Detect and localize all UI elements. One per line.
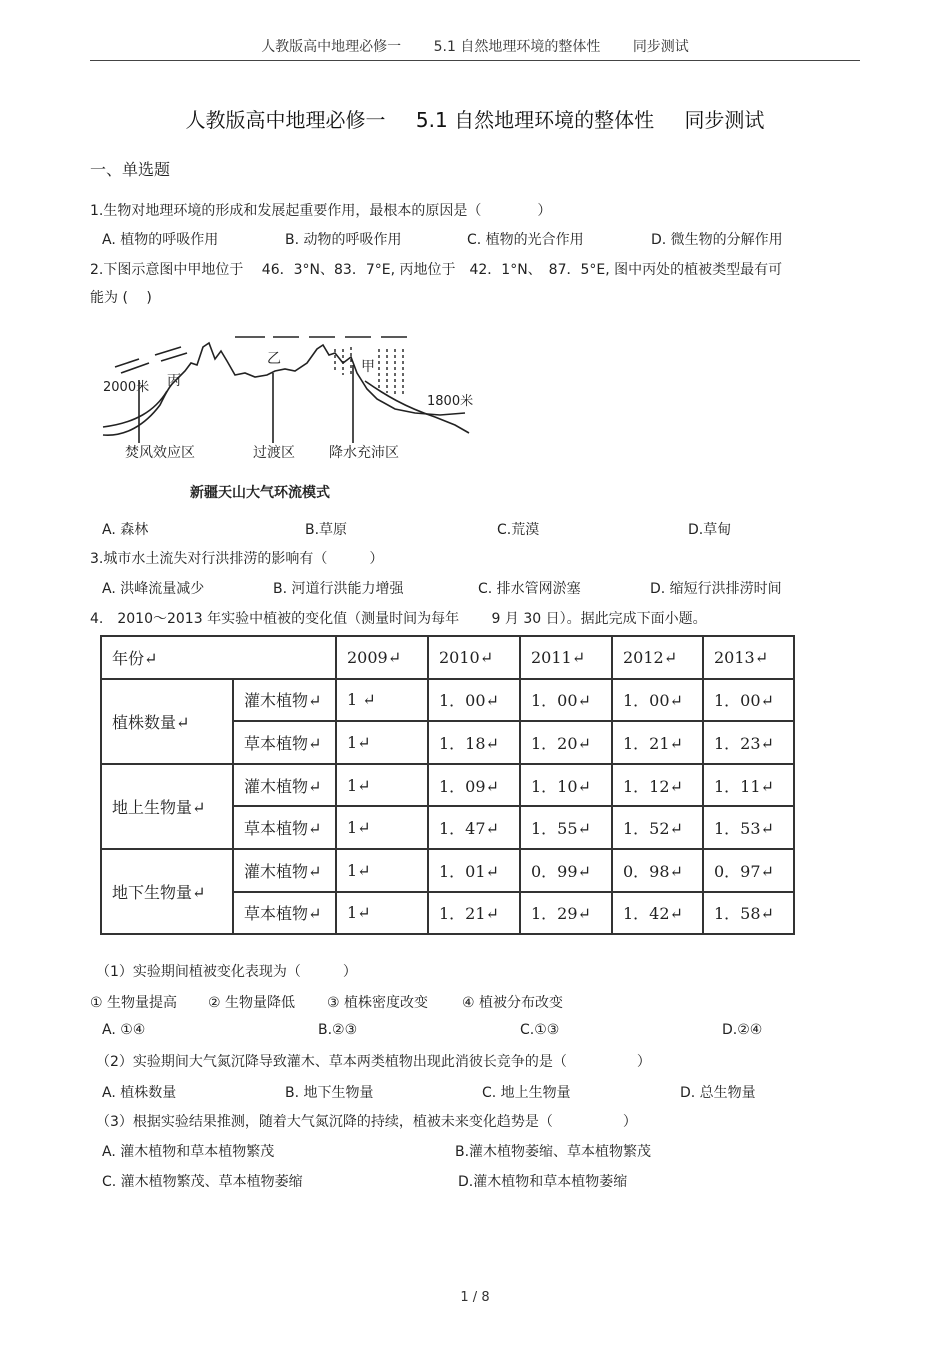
zone-foehn-label: 焚风效应区 <box>125 445 195 461</box>
table-cell: 1．00↵ <box>703 679 794 722</box>
q3-option-d: D. 缩短行洪排涝时间 <box>650 581 782 597</box>
table-cell: 1．00↵ <box>612 679 703 722</box>
table-cell: 1↵ <box>336 849 428 892</box>
sub2-option-b: B. 地下生物量 <box>285 1085 374 1101</box>
table-cell: 1．52↵ <box>612 806 703 849</box>
table-cell: 1↵ <box>336 721 428 764</box>
header-section: 5.1 自然地理环境的整体性 <box>433 39 601 55</box>
table-cell: 1↵ <box>336 892 428 935</box>
group-cell: 地下生物量↵ <box>101 849 233 934</box>
table-row <box>101 764 794 807</box>
q2-stem-line1: 2.下图示意图中甲地位于 46．3°N、83．7°E, 丙地位于 42．1°N、 87．5°E, 图中丙处的植被类型最有可 <box>90 262 783 278</box>
tianshan-figure <box>95 325 485 510</box>
point-bing-label: 丙 <box>167 373 181 389</box>
table-cell: 1．23↵ <box>703 721 794 764</box>
table-header-cell: 年份↵ <box>101 636 336 679</box>
table-header-cell: 2012↵ <box>612 636 703 679</box>
q1-stem: 1.生物对地理环境的形成和发展起重要作用，最根本的原因是（ ） <box>90 203 552 219</box>
table-cell: 1．20↵ <box>520 721 612 764</box>
title-test: 同步测试 <box>684 108 765 132</box>
sub3-option-a: A. 灌木植物和草本植物繁茂 <box>102 1144 275 1160</box>
sub1-stem: （1）实验期间植被变化表现为（ ） <box>96 964 357 980</box>
sub1-statement-3: ③ 植株密度改变 <box>327 995 429 1011</box>
sub1-statement-2: ② 生物量降低 <box>208 995 296 1011</box>
sub1-option-c: C.①③ <box>520 1022 560 1038</box>
plant-type-cell: 灌木植物↵ <box>233 679 336 722</box>
table-cell: 1．10↵ <box>520 764 612 807</box>
table-cell: 1．53↵ <box>703 806 794 849</box>
table-cell: 0．97↵ <box>703 849 794 892</box>
header-rule <box>90 60 860 61</box>
q2-stem-line2: 能为 ( ) <box>90 290 152 306</box>
table-cell: 1．12↵ <box>612 764 703 807</box>
table-cell: 0．99↵ <box>520 849 612 892</box>
q2-option-a: A. 森林 <box>102 522 149 538</box>
table-header-cell: 2013↵ <box>703 636 794 679</box>
sub3-option-c: C. 灌木植物繁茂、草本植物萎缩 <box>102 1174 303 1190</box>
table-cell: 1．01↵ <box>428 849 520 892</box>
q1-option-a: A. 植物的呼吸作用 <box>102 232 219 248</box>
running-header <box>0 36 950 56</box>
sub1-option-d: D.②④ <box>722 1022 763 1038</box>
point-jia-label: 甲 <box>361 359 375 375</box>
plant-type-cell: 灌木植物↵ <box>233 849 336 892</box>
section-heading: 一、单选题 <box>90 160 171 179</box>
table-cell: 1．11↵ <box>703 764 794 807</box>
q2-option-b: B.草原 <box>305 522 348 538</box>
sub2-option-a: A. 植株数量 <box>102 1085 177 1101</box>
q3-stem: 3.城市水土流失对行洪排涝的影响有（ ） <box>90 551 384 567</box>
table-header-cell: 2010↵ <box>428 636 520 679</box>
table-cell: 1．09↵ <box>428 764 520 807</box>
table-cell: 1．58↵ <box>703 892 794 935</box>
table-row <box>101 849 794 892</box>
sub2-stem: （2）实验期间大气氮沉降导致灌木、草本两类植物出现此消彼长竞争的是（ ） <box>96 1054 651 1070</box>
q1-option-c: C. 植物的光合作用 <box>467 232 584 248</box>
q3-option-a: A. 洪峰流量减少 <box>102 581 205 597</box>
table-cell: 1↵ <box>336 764 428 807</box>
sub2-option-c: C. 地上生物量 <box>482 1085 571 1101</box>
alt-left-label: 2000米 <box>103 380 150 395</box>
table-cell: 1．42↵ <box>612 892 703 935</box>
table-cell: 1．29↵ <box>520 892 612 935</box>
table-header-cell: 2011↵ <box>520 636 612 679</box>
point-yi-label: 乙 <box>267 351 281 367</box>
q2-option-c: C.荒漠 <box>497 522 540 538</box>
plant-type-cell: 草本植物↵ <box>233 806 336 849</box>
table-cell: 1．00↵ <box>520 679 612 722</box>
table-cell: 1．18↵ <box>428 721 520 764</box>
sub1-option-b: B.②③ <box>318 1022 358 1038</box>
page-title <box>0 104 950 133</box>
table-header-row <box>101 636 794 679</box>
alt-right-label: 1800米 <box>427 394 474 409</box>
table-cell: 1．21↵ <box>428 892 520 935</box>
q1-option-d: D. 微生物的分解作用 <box>651 232 783 248</box>
table-cell: 1．00↵ <box>428 679 520 722</box>
page-number: 1 / 8 <box>460 1290 490 1305</box>
zone-rainy-label: 降水充沛区 <box>329 445 399 461</box>
q2-option-d: D.草甸 <box>688 522 732 538</box>
q4-stem: 4. 2010～2013 年实验中植被的变化值（测量时间为每年 9 月 30 日）。据此完成下面小题。 <box>90 611 707 627</box>
header-course: 人教版高中地理必修一 <box>261 39 402 55</box>
q3-option-c: C. 排水管网淤塞 <box>478 581 581 597</box>
table-cell: 0．98↵ <box>612 849 703 892</box>
group-cell: 地上生物量↵ <box>101 764 233 849</box>
plant-type-cell: 灌木植物↵ <box>233 764 336 807</box>
header-test: 同步测试 <box>632 39 689 55</box>
sub1-statement-1: ① 生物量提高 <box>90 995 178 1011</box>
table-cell: 1↵ <box>336 806 428 849</box>
sub3-option-d: D.灌木植物和草本植物萎缩 <box>458 1174 628 1190</box>
sub3-option-b: B.灌木植物萎缩、草本植物繁茂 <box>455 1144 652 1160</box>
sub1-statement-4: ④ 植被分布改变 <box>462 995 564 1011</box>
sub3-stem: （3）根据实验结果推测，随着大气氮沉降的持续，植被未来变化趋势是（ ） <box>96 1114 637 1130</box>
title-section: 5.1 自然地理环境的整体性 <box>415 108 655 132</box>
table-cell: 1．55↵ <box>520 806 612 849</box>
zone-transition-label: 过渡区 <box>253 445 295 461</box>
figure-caption: 新疆天山大气环流模式 <box>190 485 330 501</box>
table-row <box>101 679 794 722</box>
plant-type-cell: 草本植物↵ <box>233 892 336 935</box>
table-cell: 1．21↵ <box>612 721 703 764</box>
plant-type-cell: 草本植物↵ <box>233 721 336 764</box>
q3-option-b: B. 河道行洪能力增强 <box>273 581 404 597</box>
title-course: 人教版高中地理必修一 <box>185 108 386 132</box>
table-cell: 1．47↵ <box>428 806 520 849</box>
vegetation-table <box>100 635 795 935</box>
table-header-cell: 2009↵ <box>336 636 428 679</box>
group-cell: 植株数量↵ <box>101 679 233 764</box>
sub1-option-a: A. ①④ <box>102 1022 146 1038</box>
table-cell: 1 ↵ <box>336 679 428 722</box>
q1-option-b: B. 动物的呼吸作用 <box>285 232 402 248</box>
sub2-option-d: D. 总生物量 <box>680 1085 756 1101</box>
